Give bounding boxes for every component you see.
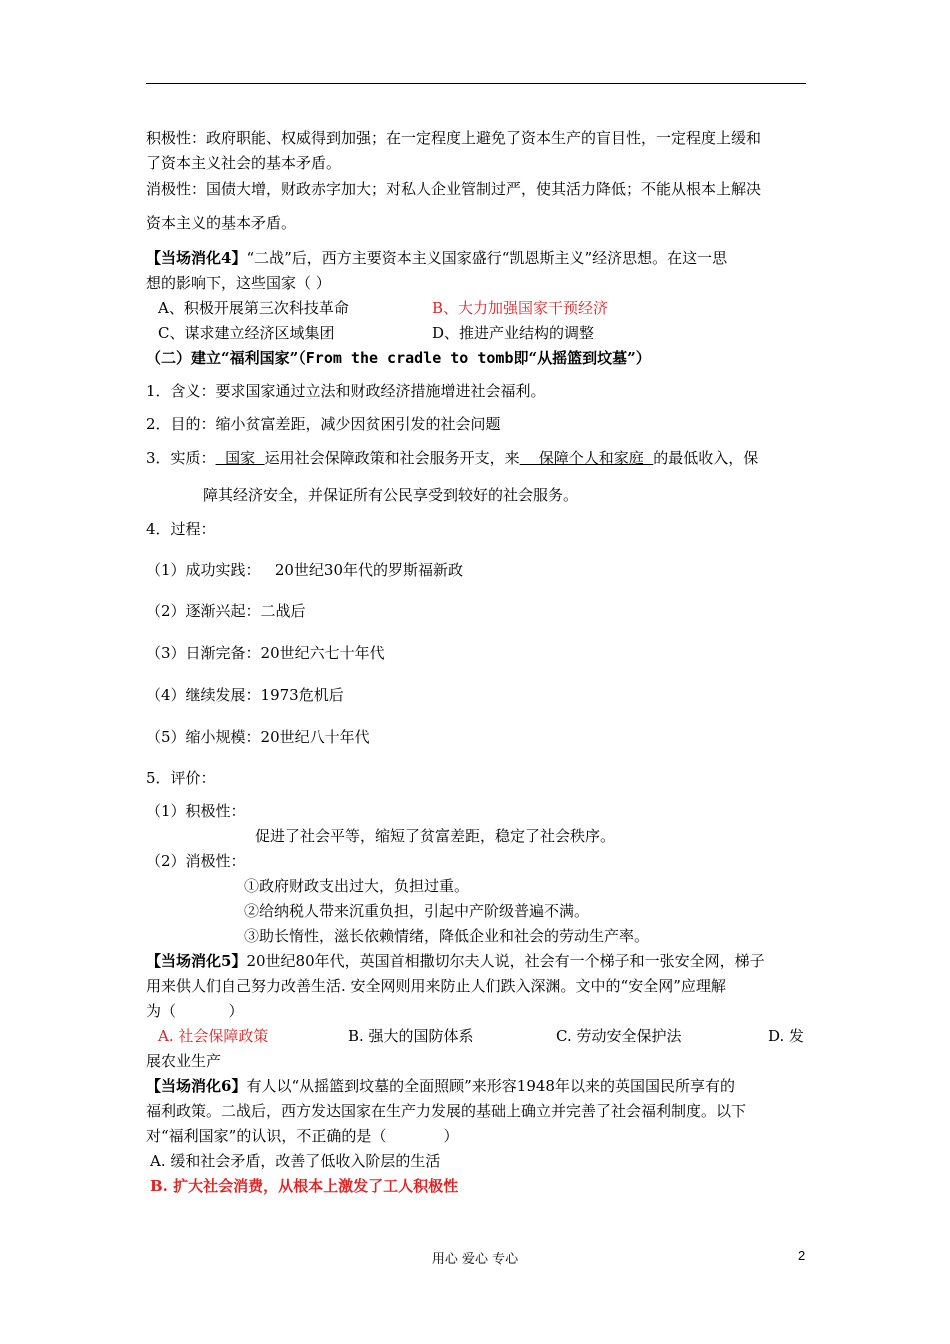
process-3: （3）日渐完备：20世纪六七十年代: [146, 644, 385, 662]
section-2-title: [146, 348, 651, 368]
section-2-title-en: From the cradle to tomb: [305, 349, 514, 367]
eval-negative-b: ②给纳税人带来沉重负担，引起中产阶级普遍不满。: [244, 902, 590, 920]
item-3-mid: 运用社会保障政策和社会服务开支，来: [264, 449, 520, 467]
q6-tag: 【当场消化6】: [146, 1077, 247, 1095]
item-3-essence: [146, 448, 758, 468]
q6-text-3: 对“福利国家”的认识，不正确的是（ ）: [146, 1127, 459, 1145]
q5-option-c: C. 劳动安全保护法: [556, 1027, 682, 1045]
q5-option-d: D. 发: [768, 1027, 805, 1045]
q5-text-2: 用来供人们自己努力改善生活. 安全网则用来防止人们跌入深渊。文中的“安全网”应理解: [146, 977, 726, 995]
item-5-evaluation: 5．评价：: [146, 769, 216, 787]
q5-line-1: [146, 951, 765, 971]
item-3-blank-1: 国家: [215, 449, 265, 467]
q5-option-b: B. 强大的国防体系: [348, 1027, 474, 1045]
negative-line-1: 消极性：国债大增，财政赤字加大；对私人企业管制过严，使其活力降低；不能从根本上解决: [146, 180, 762, 198]
eval-negative-label: （2）消极性：: [146, 852, 246, 870]
process-5: （5）缩小规模：20世纪八十年代: [146, 728, 370, 746]
q6-line-1: [146, 1076, 735, 1096]
q6-option-a: A. 缓和社会矛盾，改善了低收入阶层的生活: [150, 1152, 441, 1170]
item-4-process: 4．过程：: [146, 520, 216, 538]
q6-text-2: 福利政策。二战后，西方发达国家在生产力发展的基础上确立并完善了社会福利制度。以下: [146, 1102, 747, 1120]
item-3-line-2: 障其经济安全，并保证所有公民享受到较好的社会服务。: [203, 486, 579, 504]
section-2-title-post: 即“从摇篮到坟墓”）: [513, 349, 651, 367]
q6-text-1: 有人以“从摇篮到坟墓的全面照顾”来形容1948年以来的英国国民所享有的: [246, 1077, 735, 1095]
q4-text-2: 想的影响下，这些国家（ ）: [146, 274, 331, 292]
eval-positive-label: （1）积极性：: [146, 802, 246, 820]
negative-line-2: 资本主义的基本矛盾。: [146, 214, 297, 232]
q5-option-d-cont: 展农业生产: [146, 1052, 222, 1070]
positive-line-1: 积极性：政府职能、权威得到加强；在一定程度上避免了资本生产的盲目性，一定程度上缓和: [146, 129, 762, 147]
header-rule: [146, 83, 806, 84]
process-2: （2）逐渐兴起：二战后: [146, 602, 306, 620]
q4-option-c: C、谋求建立经济区域集团: [158, 324, 335, 342]
positive-line-2: 了资本主义社会的基本矛盾。: [146, 154, 342, 172]
item-3-post: 的最低收入，保: [653, 449, 759, 467]
q4-tag: 【当场消化4】: [146, 249, 247, 267]
item-1-meaning: 1．含义：要求国家通过立法和财政经济措施增进社会福利。: [146, 382, 546, 400]
q5-option-a: A. 社会保障政策: [158, 1027, 269, 1045]
q4-text-1: “二战”后，西方主要资本主义国家盛行“凯恩斯主义”经济思想。在这一思: [246, 249, 728, 267]
q4-option-a: A、积极开展第三次科技革命: [158, 299, 349, 317]
eval-negative-a: ①政府财政支出过大，负担过重。: [244, 877, 470, 895]
page-footer: 用心 爱心 专心: [431, 1252, 519, 1267]
q5-text-1: 20世纪80年代，英国首相撒切尔夫人说，社会有一个梯子和一张安全网，梯子: [246, 952, 765, 970]
process-4: （4）继续发展：1973危机后: [146, 686, 344, 704]
section-2-title-pre: （二）建立“福利国家”（: [146, 349, 306, 367]
item-2-purpose: 2．目的：缩小贫富差距，减少因贫困引发的社会问题: [146, 415, 501, 433]
item-3-blank-2: 保障个人和家庭: [519, 449, 654, 467]
eval-positive-text: 促进了社会平等，缩短了贫富差距，稳定了社会秩序。: [255, 827, 616, 845]
item-3-pre: 3．实质：: [146, 449, 216, 467]
process-1: （1）成功实践： 20世纪30年代的罗斯福新政: [146, 561, 464, 579]
q4-option-b: B、大力加强国家干预经济: [432, 299, 609, 317]
q5-tag: 【当场消化5】: [146, 952, 247, 970]
q4-line-1: [146, 248, 727, 268]
eval-negative-c: ③助长惰性，滋长依赖情绪，降低企业和社会的劳动生产率。: [244, 927, 650, 945]
q5-text-3: 为（ ）: [146, 1002, 244, 1020]
page-number: 2: [798, 1248, 806, 1263]
q4-option-d: D、推进产业结构的调整: [432, 324, 595, 342]
q6-option-b: B. 扩大社会消费，从根本上激发了工人积极性: [150, 1177, 459, 1195]
